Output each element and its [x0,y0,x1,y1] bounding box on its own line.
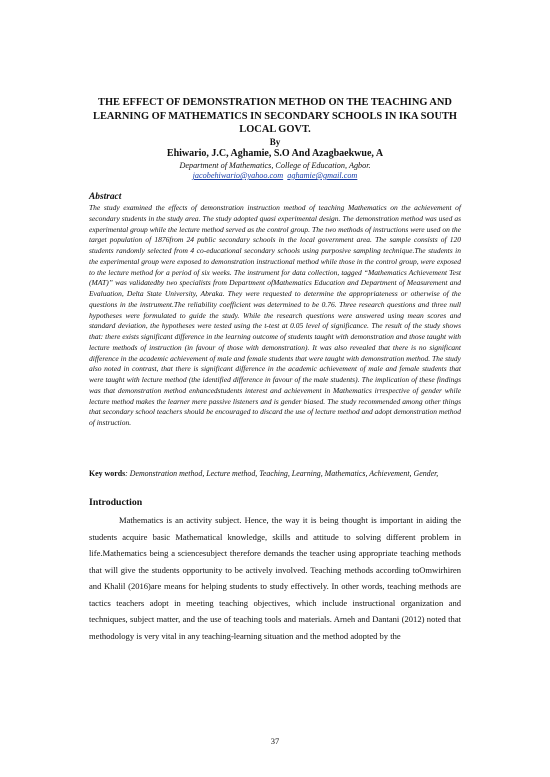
abstract-heading: Abstract [89,192,122,202]
introduction-heading: Introduction [89,497,143,508]
paper-title: THE EFFECT OF DEMONSTRATION METHOD ON THE TEACHING AND LEARNING OF MATHEMATICS IN SECONDARY SCHOOLS IN IKA SOUTH LOCAL GOVT. [93,97,457,136]
author-emails [90,171,460,181]
keywords [89,468,461,479]
page-number: 37 [270,736,280,746]
email-link-2[interactable]: aghamie@gmail.com [287,171,358,180]
keywords-text: : Demonstration method, Lecture method, Teaching, Learning, Mathematics, Achievement, Gender, [125,469,439,478]
author-affiliation: Department of Mathematics, College of Education, Agbor. [179,161,371,170]
email-link-1[interactable]: jacobehiwario@yahoo.com [192,171,284,180]
abstract-text: The study examined the effects of demonstration instruction method of teaching Mathematics on the achievement of secondary students in the study area. The study adopted quasi experimental design. The demonstration method was used as experimental group while the lecture method served as the control group. The two methods of instructions were used on the target population of 1876from 24 public secondary schools in the local government area. The sample consists of 120 students randomly selected from 4 co-educational secondary schools using purposive sampling technique.The students in the experimental group were exposed to demonstration instructional method while those in the control group, were exposed to the lecture method for a period of six weeks. The instrument for data collection, tagged “Mathematics Achievement Test (MAT)” was validatedby two specialists from Department ofMathematics Education and Department of Measurement and Evaluation, Delta State University, Abraka. They were requested to determine the appropriateness or otherwise of the questions in the instrument.The reliability coefficient was determined to be 0.76. Three research questions and three null hypotheses were formulated to guide the study. While the research questions were answered using mean scores and standard deviation, the hypotheses were tested using the t-test at 0.05 level of significance. The result of the study shows that: there exists significant difference in the learning outcome of students taught with demonstration and those taught with lecture methods of instruction (in favour of those with demonstration). It was also revealed that there is no significant difference in the academic achievement of male and female students that were taught with demonstration method. The study also noted in contrast, that there is significant difference in the academic achievement of male and female students that were taught with lecture method (the identified difference in favour of the male students). The implication of these findings was that demonstration method enhancedstudents interest and achievement in Mathematics irrespective of gender while lecture method makes the learner mere passive listeners and is gender biased. The study recommended among other things that secondary school teachers should be encouraged to discard the use of lecture method and adopt demonstration method of instruction. [89,203,461,427]
author-list: Ehiwario, J.C, Aghamie, S.O And Azagbaekwue, A [166,148,384,159]
introduction-text: Mathematics is an activity subject. Hence, the way it is being thought is important in aiding the students acquire basic Mathematical knowledge, skills and attitude to solving different problem in life.Mathematics being a sciencesubject therefore demands the teacher using appropriate teaching methods that will give the students opportunity to be actively involved. Teaching methods according toOmwirhiren and Khalil (2016)are means for helping students to study effectively. In other words, teaching methods are tactics teachers adopt in meeting teaching objectives, which include instructional organization and techniques, subject matter, and the use of teaching tools and materials. Arneh and Dantani (2012) noted that methodology is very vital in any teaching-learning situation and the method adopted by the [89,515,461,641]
introduction-body [89,512,461,644]
keywords-label: Key words [89,469,126,478]
byline: By [269,137,281,147]
